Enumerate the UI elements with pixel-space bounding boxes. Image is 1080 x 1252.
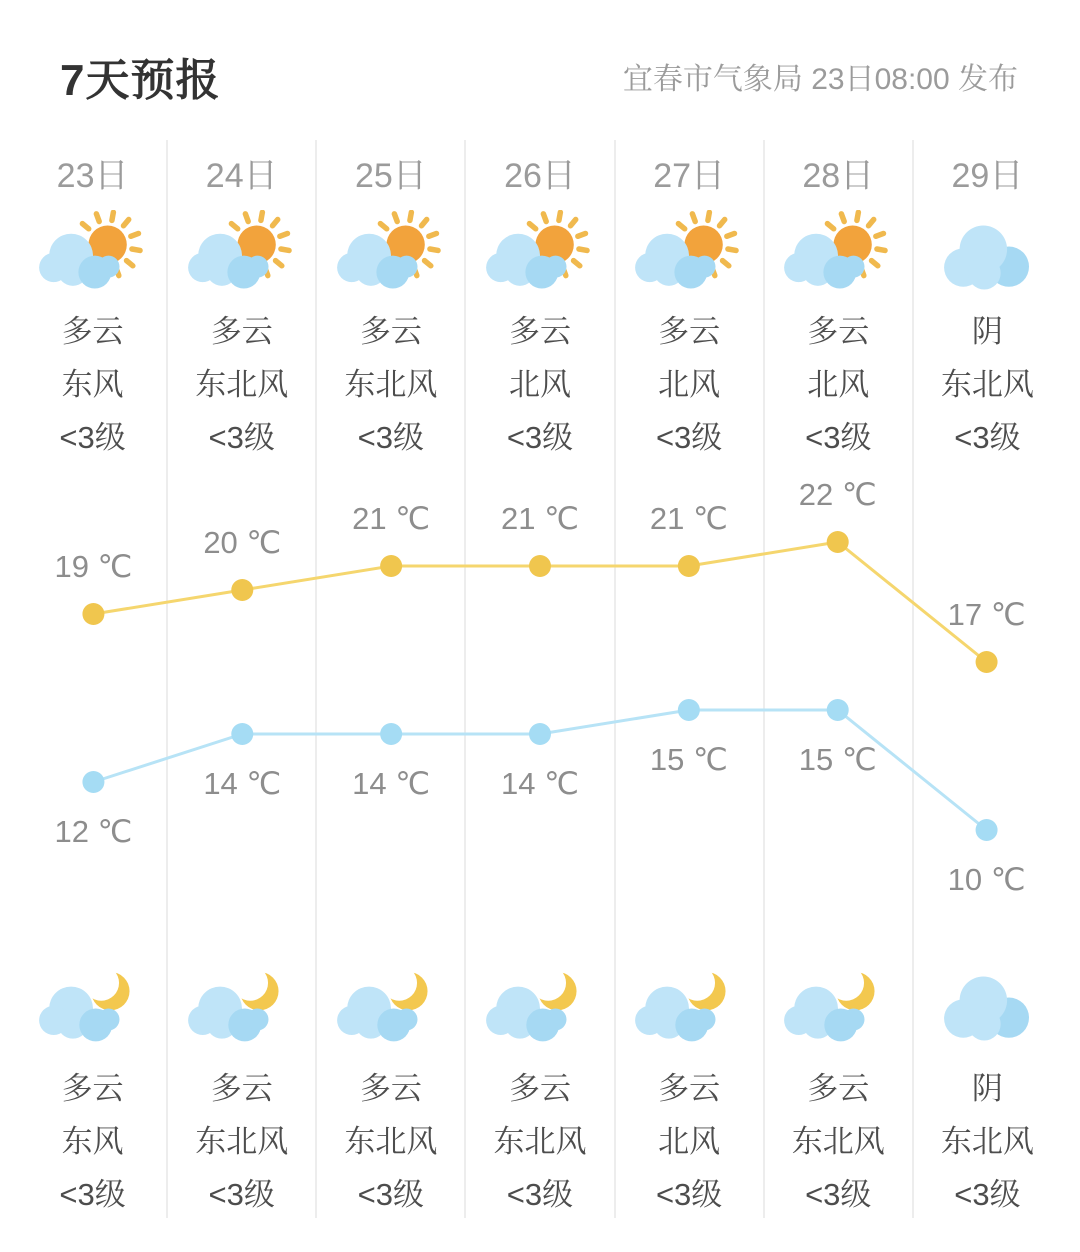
night-condition-block xyxy=(941,1062,1034,1221)
day-condition: 多云 xyxy=(359,314,422,349)
forecast-column-day26 xyxy=(464,140,613,1218)
night-weather-icon xyxy=(336,962,446,1054)
night-condition: 多云 xyxy=(508,1071,571,1106)
day-wind-level: <3级 xyxy=(805,420,872,455)
day-weather-icon xyxy=(336,210,446,305)
forecast-column-day25 xyxy=(315,140,464,1218)
low-temp-label: 15 ℃ xyxy=(649,742,728,777)
high-temp-label: 19 ℃ xyxy=(54,549,133,584)
high-temp-label: 22 ℃ xyxy=(798,477,877,512)
night-condition-block xyxy=(344,1062,437,1221)
night-wind-direction: 北风 xyxy=(658,1124,721,1159)
night-condition: 多云 xyxy=(807,1071,870,1106)
night-condition: 阴 xyxy=(971,1071,1003,1106)
page-title: 7天预报 xyxy=(60,56,221,105)
day-weather-icon xyxy=(932,210,1042,305)
day-condition-block xyxy=(59,305,125,464)
night-weather-icon xyxy=(485,962,595,1054)
day-wind-direction: 东风 xyxy=(61,367,124,402)
night-wind-level: <3级 xyxy=(954,1177,1021,1212)
night-wind-level: <3级 xyxy=(59,1177,126,1212)
night-wind-direction: 东北风 xyxy=(791,1124,885,1159)
night-wind-level: <3级 xyxy=(506,1177,574,1212)
night-condition-block xyxy=(656,1062,722,1221)
day-wind-level: <3级 xyxy=(506,420,574,455)
day-wind-direction: 东北风 xyxy=(940,367,1034,402)
day-wind-level: <3级 xyxy=(954,420,1021,455)
day-wind-direction: 东北风 xyxy=(344,367,438,402)
night-wind-direction: 东风 xyxy=(61,1124,124,1159)
forecast-column-day24 xyxy=(166,140,315,1218)
day-condition-block xyxy=(941,305,1034,464)
night-weather-icon xyxy=(38,962,148,1054)
day-condition-block xyxy=(195,305,288,464)
day-condition: 多云 xyxy=(61,314,124,349)
column-date: 28日 xyxy=(802,157,875,195)
day-wind-direction: 北风 xyxy=(508,367,571,402)
night-condition-block xyxy=(792,1062,885,1221)
forecast-column-day23 xyxy=(19,140,166,1218)
night-condition: 多云 xyxy=(359,1071,422,1106)
night-wind-level: <3级 xyxy=(655,1177,723,1212)
day-condition-block xyxy=(507,305,573,464)
day-condition: 多云 xyxy=(508,314,571,349)
night-weather-icon xyxy=(783,962,893,1054)
day-wind-level: <3级 xyxy=(655,420,723,455)
column-date: 26日 xyxy=(504,157,576,195)
night-wind-level: <3级 xyxy=(208,1177,275,1212)
high-temp-label: 20 ℃ xyxy=(203,525,282,560)
day-weather-icon xyxy=(38,210,148,305)
forecast-column-day28 xyxy=(763,140,912,1218)
forecast-grid xyxy=(19,140,1061,1218)
day-wind-direction: 东北风 xyxy=(195,367,289,402)
high-temp-label: 21 ℃ xyxy=(649,501,728,536)
night-wind-direction: 东北风 xyxy=(344,1124,438,1159)
low-temp-label: 10 ℃ xyxy=(947,862,1026,897)
day-condition-block xyxy=(344,305,437,464)
night-condition: 多云 xyxy=(210,1071,273,1106)
column-date: 24日 xyxy=(205,157,278,195)
column-date: 27日 xyxy=(653,157,726,195)
day-condition-block xyxy=(805,305,871,464)
night-wind-direction: 东北风 xyxy=(940,1124,1034,1159)
night-weather-icon xyxy=(187,962,297,1054)
forecast-column-day27 xyxy=(614,140,763,1218)
night-wind-direction: 东北风 xyxy=(195,1124,289,1159)
publish-info: 宜春市气象局 23日08:00 发布 xyxy=(622,63,1018,96)
day-condition: 阴 xyxy=(971,314,1003,349)
column-date: 25日 xyxy=(354,157,427,195)
day-weather-icon xyxy=(783,210,893,305)
forecast-column-day29 xyxy=(912,140,1061,1218)
column-date: 23日 xyxy=(56,157,129,195)
high-temp-label: 21 ℃ xyxy=(501,501,579,536)
high-temp-label: 17 ℃ xyxy=(947,597,1026,632)
night-condition: 多云 xyxy=(658,1071,721,1106)
high-temp-label: 21 ℃ xyxy=(352,501,431,536)
low-temp-label: 14 ℃ xyxy=(203,766,282,801)
day-weather-icon xyxy=(187,210,297,305)
day-weather-icon xyxy=(634,210,744,305)
day-weather-icon xyxy=(485,210,595,305)
header xyxy=(60,44,1018,108)
day-condition: 多云 xyxy=(210,314,273,349)
night-wind-level: <3级 xyxy=(357,1177,425,1212)
day-wind-level: <3级 xyxy=(208,420,275,455)
night-condition: 多云 xyxy=(61,1071,124,1106)
low-temp-label: 15 ℃ xyxy=(798,742,877,777)
low-temp-label: 14 ℃ xyxy=(501,766,579,801)
day-wind-level: <3级 xyxy=(59,420,126,455)
night-wind-level: <3级 xyxy=(805,1177,872,1212)
day-condition: 多云 xyxy=(807,314,870,349)
night-condition-block xyxy=(195,1062,288,1221)
low-temp-label: 14 ℃ xyxy=(352,766,431,801)
day-wind-level: <3级 xyxy=(357,420,425,455)
column-date: 29日 xyxy=(951,157,1024,195)
day-wind-direction: 北风 xyxy=(658,367,721,402)
night-condition-block xyxy=(59,1062,125,1221)
night-wind-direction: 东北风 xyxy=(493,1124,587,1159)
day-wind-direction: 北风 xyxy=(807,367,870,402)
day-condition-block xyxy=(656,305,722,464)
day-condition: 多云 xyxy=(658,314,721,349)
night-weather-icon xyxy=(634,962,744,1054)
low-temp-label: 12 ℃ xyxy=(54,814,133,849)
night-weather-icon xyxy=(932,962,1042,1054)
night-condition-block xyxy=(493,1062,586,1221)
